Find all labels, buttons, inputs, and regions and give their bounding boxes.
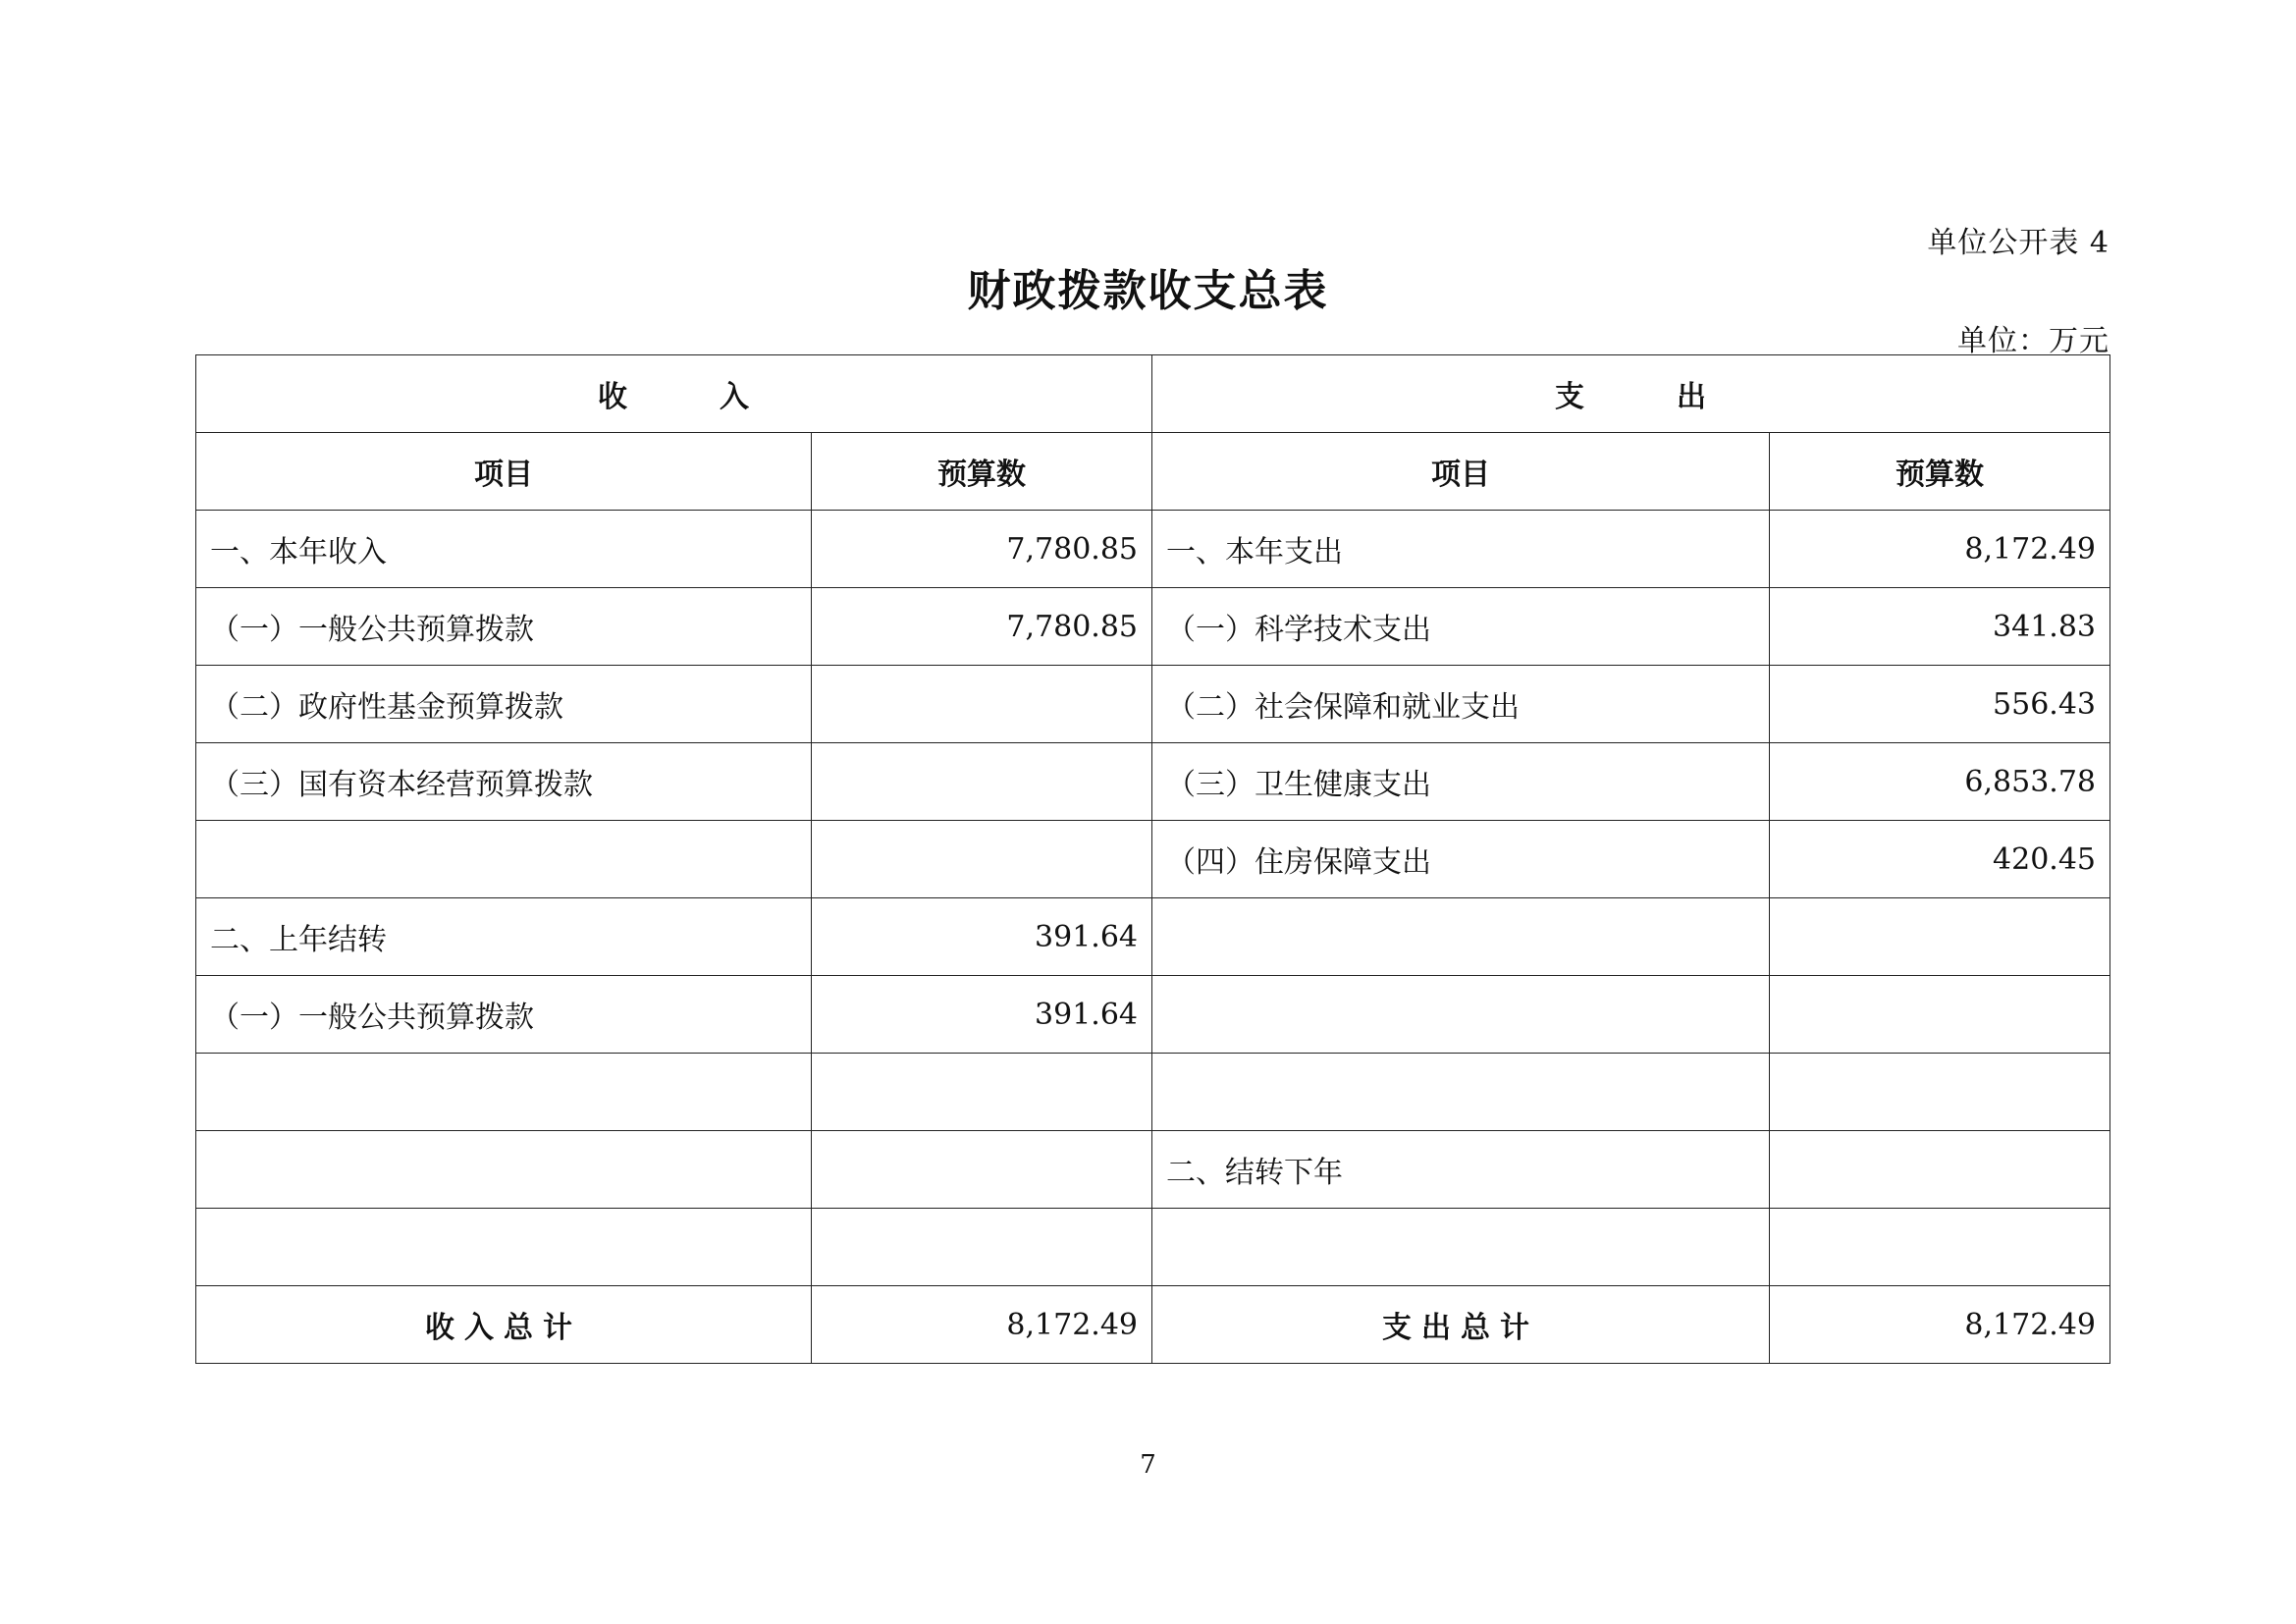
income-budget-header: 预算数 [812, 433, 1152, 511]
income-item [196, 821, 812, 898]
table-row [196, 1209, 2110, 1286]
income-total-label: 收入总计 [196, 1286, 812, 1364]
income-item [196, 1131, 812, 1209]
expense-total-label: 支出总计 [1152, 1286, 1770, 1364]
expense-value: 420.45 [1770, 821, 2110, 898]
expense-total-value: 8,172.49 [1770, 1286, 2110, 1364]
table-row [196, 743, 2110, 821]
income-value: 391.64 [812, 898, 1152, 976]
expense-item [1152, 976, 1770, 1054]
income-value [812, 743, 1152, 821]
income-item: （二）政府性基金预算拨款 [196, 666, 812, 743]
expense-value [1770, 898, 2110, 976]
income-value [812, 1209, 1152, 1286]
table-row [196, 588, 2110, 666]
expense-item: （四）住房保障支出 [1152, 821, 1770, 898]
expense-value: 8,172.49 [1770, 511, 2110, 588]
income-item: 一、本年收入 [196, 511, 812, 588]
table-code: 单位公开表 4 [1927, 226, 2109, 260]
unit-label: 单位：万元 [1957, 324, 2109, 358]
income-value [812, 1131, 1152, 1209]
table-row [196, 1054, 2110, 1131]
income-item: （一）一般公共预算拨款 [196, 588, 812, 666]
expense-item: （三）卫生健康支出 [1152, 743, 1770, 821]
expense-item-header: 项目 [1152, 433, 1770, 511]
expense-value [1770, 976, 2110, 1054]
income-item [196, 1209, 812, 1286]
income-value [812, 821, 1152, 898]
income-value: 7,780.85 [812, 511, 1152, 588]
income-item: （一）一般公共预算拨款 [196, 976, 812, 1054]
budget-table [195, 354, 2110, 1364]
income-total-value: 8,172.49 [812, 1286, 1152, 1364]
table-row [196, 1131, 2110, 1209]
page-number: 7 [1140, 1450, 1156, 1480]
total-row [196, 1286, 2110, 1364]
expense-item: （二）社会保障和就业支出 [1152, 666, 1770, 743]
expense-value: 341.83 [1770, 588, 2110, 666]
expense-item [1152, 1209, 1770, 1286]
expense-item: 二、结转下年 [1152, 1131, 1770, 1209]
table-row [196, 976, 2110, 1054]
column-header-row [196, 433, 2110, 511]
expense-value [1770, 1054, 2110, 1131]
expense-value: 556.43 [1770, 666, 2110, 743]
income-value: 391.64 [812, 976, 1152, 1054]
expense-item: （一）科学技术支出 [1152, 588, 1770, 666]
expense-item [1152, 898, 1770, 976]
income-value: 7,780.85 [812, 588, 1152, 666]
table-row [196, 821, 2110, 898]
income-item-header: 项目 [196, 433, 812, 511]
income-header: 收 入 [196, 355, 1152, 433]
table-row [196, 666, 2110, 743]
expense-value [1770, 1209, 2110, 1286]
expense-value: 6,853.78 [1770, 743, 2110, 821]
income-item: 二、上年结转 [196, 898, 812, 976]
income-item [196, 1054, 812, 1131]
income-item: （三）国有资本经营预算拨款 [196, 743, 812, 821]
group-header-row [196, 355, 2110, 433]
expense-value [1770, 1131, 2110, 1209]
expense-item [1152, 1054, 1770, 1131]
income-value [812, 1054, 1152, 1131]
expense-header: 支 出 [1152, 355, 2110, 433]
table-row [196, 511, 2110, 588]
expense-item: 一、本年支出 [1152, 511, 1770, 588]
table-row [196, 898, 2110, 976]
income-value [812, 666, 1152, 743]
page-title: 财政拨款收支总表 [967, 266, 1329, 316]
expense-budget-header: 预算数 [1770, 433, 2110, 511]
